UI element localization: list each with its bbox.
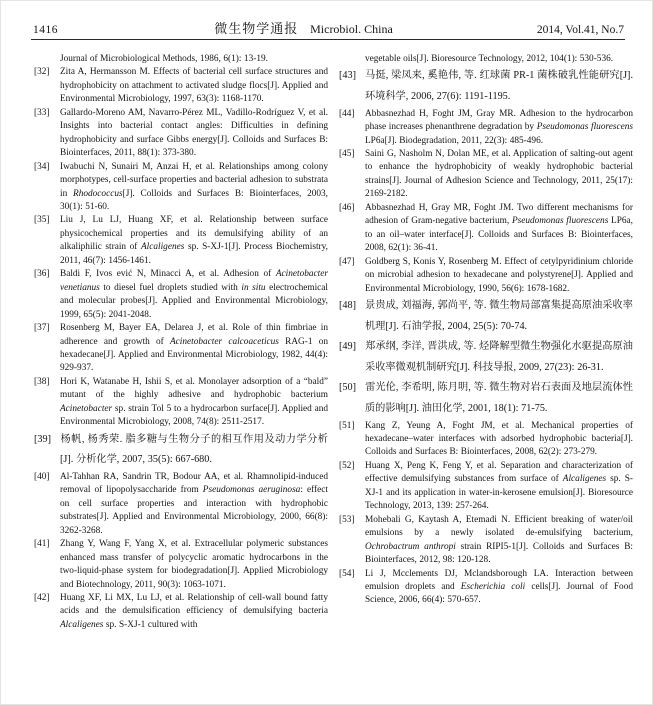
reference-text: Iwabuchi N, Sunairi M, Anzai H, et al. Relationships among colony morphotypes, cell-surface properties and bacterial adhesion to substrata in Rhodococcus[J]. Colloids and Surfaces B: Biointerfaces, 2003, 30(1): 51-60. — [60, 161, 328, 212]
reference-item — [34, 66, 328, 106]
reference-number: [36] — [34, 269, 50, 280]
page-number: 1416 — [33, 24, 58, 36]
reference-number: [38] — [34, 376, 50, 387]
header-rule — [31, 39, 625, 40]
reference-number: [41] — [34, 539, 50, 550]
page-header — [33, 18, 624, 37]
right-column — [339, 53, 633, 632]
reference-item — [339, 53, 633, 66]
reference-item — [339, 460, 633, 514]
reference-item — [34, 53, 328, 66]
reference-item — [34, 107, 328, 161]
reference-number: [45] — [339, 149, 355, 159]
reference-item — [339, 108, 633, 148]
reference-text: Huang XF, Li MX, Lu LJ, et al. Relationship of cell-wall bound fatty acids and the demulsification efficiency of demulsifying bacteria Alcaligenes sp. S-XJ-1 cultured with — [60, 592, 328, 630]
reference-item — [34, 161, 328, 215]
left-column — [34, 53, 328, 632]
reference-item — [34, 322, 328, 376]
reference-number: [47] — [339, 256, 355, 267]
reference-number: [40] — [34, 471, 50, 482]
reference-text: 杨帆, 杨秀荣. 脂多糖与生物分子的相互作用及动力学分析[J]. 分析化学, 2007, 35(5): 667-680. — [60, 433, 328, 466]
reference-number: [37] — [34, 323, 50, 334]
references-section — [34, 53, 633, 632]
reference-number: [34] — [34, 161, 50, 172]
reference-text: 雷光伦, 李希明, 陈月明, 等. 微生物对岩石表面及地层流体性质的影响[J]. 油田化学, 2001, 18(1): 71-75. — [365, 382, 633, 414]
reference-item — [339, 568, 633, 608]
journal-title — [93, 18, 514, 37]
reference-text: Goldberg S, Konis Y, Rosenberg M. Effect of cetylpyridinium chloride on microbial adhesion to hexadecane and polystyrene[J]. Applied and Environmental Microbiology, 1990, 56(6): 1678-1682. — [365, 256, 633, 294]
reference-number: [54] — [339, 568, 355, 579]
reference-text: Zita A, Hermansson M. Effects of bacterial cell surface structures and hydrophobicity on attachment to activated sludge flocs[J]. Applied and Environmental Microbiology, 1997, 63(3): 1168-1170. — [60, 67, 328, 105]
issue-info: 2014, Vol.41, No.7 — [536, 24, 624, 36]
reference-number: [50] — [339, 382, 356, 394]
reference-number: [35] — [34, 215, 50, 226]
reference-text: Abbasnezhad H, Gray MR, Foght JM. Two different mechanisms for adhesion of Gram-negative bacterium, Pseudomonas fluorescens LP6a, to an oil–water interface[J]. Colloids and Surfaces B: Biointerfaces, 2008, 62(1): 36-41. — [365, 202, 633, 254]
reference-item — [339, 202, 633, 256]
reference-text: 郑承纲, 李洋, 晋洪成, 等. 烃降解型微生物强化水驱提高原油采收率微观机制研究[J]. 科技导报, 2009, 27(23): 26-31. — [365, 341, 633, 373]
reference-text: 马挺, 梁凤来, 奚艳伟, 等. 红球菌 PR-1 菌株破乳性能研究[J]. 环境科学, 2006, 27(6): 1191-1195. — [365, 70, 633, 103]
reference-number: [49] — [339, 341, 356, 353]
reference-text: Li J, Mcclements DJ, Mclandsborough LA. Interaction between emulsion droplets and Escherichia coli cells[J]. Journal of Food Science, 2006, 66(4): 570-657. — [365, 568, 634, 606]
reference-number: [46] — [339, 202, 355, 213]
reference-text: Saini G, Nasholm N, Dolan ME, et al. Application of salting-out agent to enhance the hydrophobicity of weakly hydrophobic bacterial strains[J]. Journal of Adhesion Science and Technology, 2011, 25(17): 2169-2182. — [365, 149, 633, 200]
journal-title-en: Microbiol. China — [310, 22, 393, 36]
reference-item — [34, 430, 328, 471]
reference-item — [339, 66, 633, 107]
reference-item — [339, 296, 633, 337]
reference-number: [53] — [339, 514, 355, 525]
reference-number: [52] — [339, 460, 355, 471]
reference-text: Abbasnezhad H, Foght JM, Gray MR. Adhesion to the hydrocarbon phase increases phenanthrene degradation by Pseudomonas fluorescens LP6a[J]. Biodegradation, 2011, 22(3): 485-496. — [365, 108, 634, 146]
reference-number: [51] — [339, 420, 355, 431]
reference-number: [39] — [34, 433, 51, 445]
reference-text: Liu J, Lu LJ, Huang XF, et al. Relationship between surface physicochemical properties and its demulsifying ability of an alkaliphilic strain of Alcaligenes sp. S-XJ-1[J]. Process Biochemistry, 2011, 46(7): 1456-1461. — [60, 215, 328, 266]
reference-text: 景贵成, 刘福海, 郭尚平, 等. 微生物局部富集提高原油采收率机理[J]. 石油学报, 2004, 25(5): 70-74. — [365, 299, 633, 332]
reference-number: [48] — [339, 299, 356, 311]
reference-number: [42] — [34, 592, 50, 603]
reference-item — [34, 268, 328, 322]
reference-number: [32] — [34, 67, 50, 78]
reference-text: Kang Z, Yeung A, Foght JM, et al. Mechanical properties of hexadecane–water interfaces with adsorbed hydrophobic bacteria[J]. Colloids and Surfaces B: Biointerfaces, 2008, 62(2): 273-279. — [365, 420, 633, 458]
reference-text: Baldi F, Ivos ević N, Minacci A, et al. Adhesion of Acinetobacter venetianus to diesel fuel droplets studied with in situ electrochemical and molecular probes[J]. Applied and Environmental Microbiology, 1999, 65(5): 2041-2048. — [60, 269, 328, 320]
reference-text: Zhang Y, Wang F, Yang X, et al. Extracellular polymeric substances enhanced mass transfer of polycyclic aromatic hydrocarbons in the two-liquid-phase system for biodegradation[J]. Applied Microbiology and Biotechnology, 2011, 90(3): 1063-1071. — [60, 539, 328, 590]
reference-text: Gallardo-Moreno AM, Navarro-Pérez ML, Vadillo-Rodríguez V, et al. Insights into bacterial contact angles: Difficulties in defining hydrophobicity and surface Gibbs energy[J]. Colloids and Surfaces B: Biointerfaces, 2011, 88(1): 373-380. — [60, 107, 328, 159]
reference-item — [34, 592, 328, 632]
reference-text: Al-Tahhan RA, Sandrin TR, Bodour AA, et al. Rhamnolipid-induced removal of lipopolysaccharide from Pseudomonas aeruginosa: effect on cell surface properties and interaction with hydrophobic substrates[J]. Applied and Environmental Microbiology, 2000, 66(8): 3262-3268. — [60, 471, 328, 536]
reference-item — [34, 214, 328, 268]
reference-item — [339, 148, 633, 202]
reference-text: vegetable oils[J]. Bioresource Technology, 2012, 104(1): 530-536. — [365, 54, 614, 64]
reference-number: [43] — [339, 70, 356, 82]
reference-text: Journal of Microbiological Methods, 1986, 6(1): 13-19. — [60, 54, 268, 64]
reference-number: [44] — [339, 108, 355, 119]
reference-number: [33] — [34, 107, 50, 118]
journal-title-cjk: 微生物学通报 — [214, 21, 299, 36]
reference-item — [34, 538, 328, 592]
reference-item — [34, 376, 328, 430]
reference-text: Rosenberg M, Bayer EA, Delarea J, et al. Role of thin fimbriae in adherence and growth of Acinetobacter calcoaceticus RAG-1 on hexadecane[J]. Applied and Environmental Microbiology, 1982, 44(4): 929-937. — [60, 323, 328, 374]
reference-item — [339, 420, 633, 460]
reference-text: Hori K, Watanabe H, Ishii S, et al. Monolayer adsorption of a “bald” mutant of the highly adhesive and hydrophobic bacterium Acinetobacter sp. strain Tol 5 to a hydrocarbon surface[J]. Applied and Environmental Microbiology, 2008, 74(8): 2511-2517. — [60, 376, 328, 428]
reference-item — [34, 471, 328, 538]
reference-item — [339, 514, 633, 568]
reference-item — [339, 337, 633, 378]
reference-text: Huang X, Peng K, Feng Y, et al. Separation and characterization of effective demulsifying substances from surface of Alcaligenes sp. S-XJ-1 and its application in water-in-kerosene emulsion[J]. Bioresource Technology, 2013, 139: 257-264. — [365, 460, 633, 512]
reference-item — [339, 378, 633, 419]
reference-item — [339, 256, 633, 296]
reference-text: Mohebali G, Kaytash A, Etemadi N. Efficient breaking of water/oil emulsions by a newly isolated de-emulsifying bacterium, Ochrobactrum anthropi strain RIPI5-1[J]. Colloids and Surfaces B: Biointerfaces, 2012, 98: 120-128. — [365, 514, 633, 566]
